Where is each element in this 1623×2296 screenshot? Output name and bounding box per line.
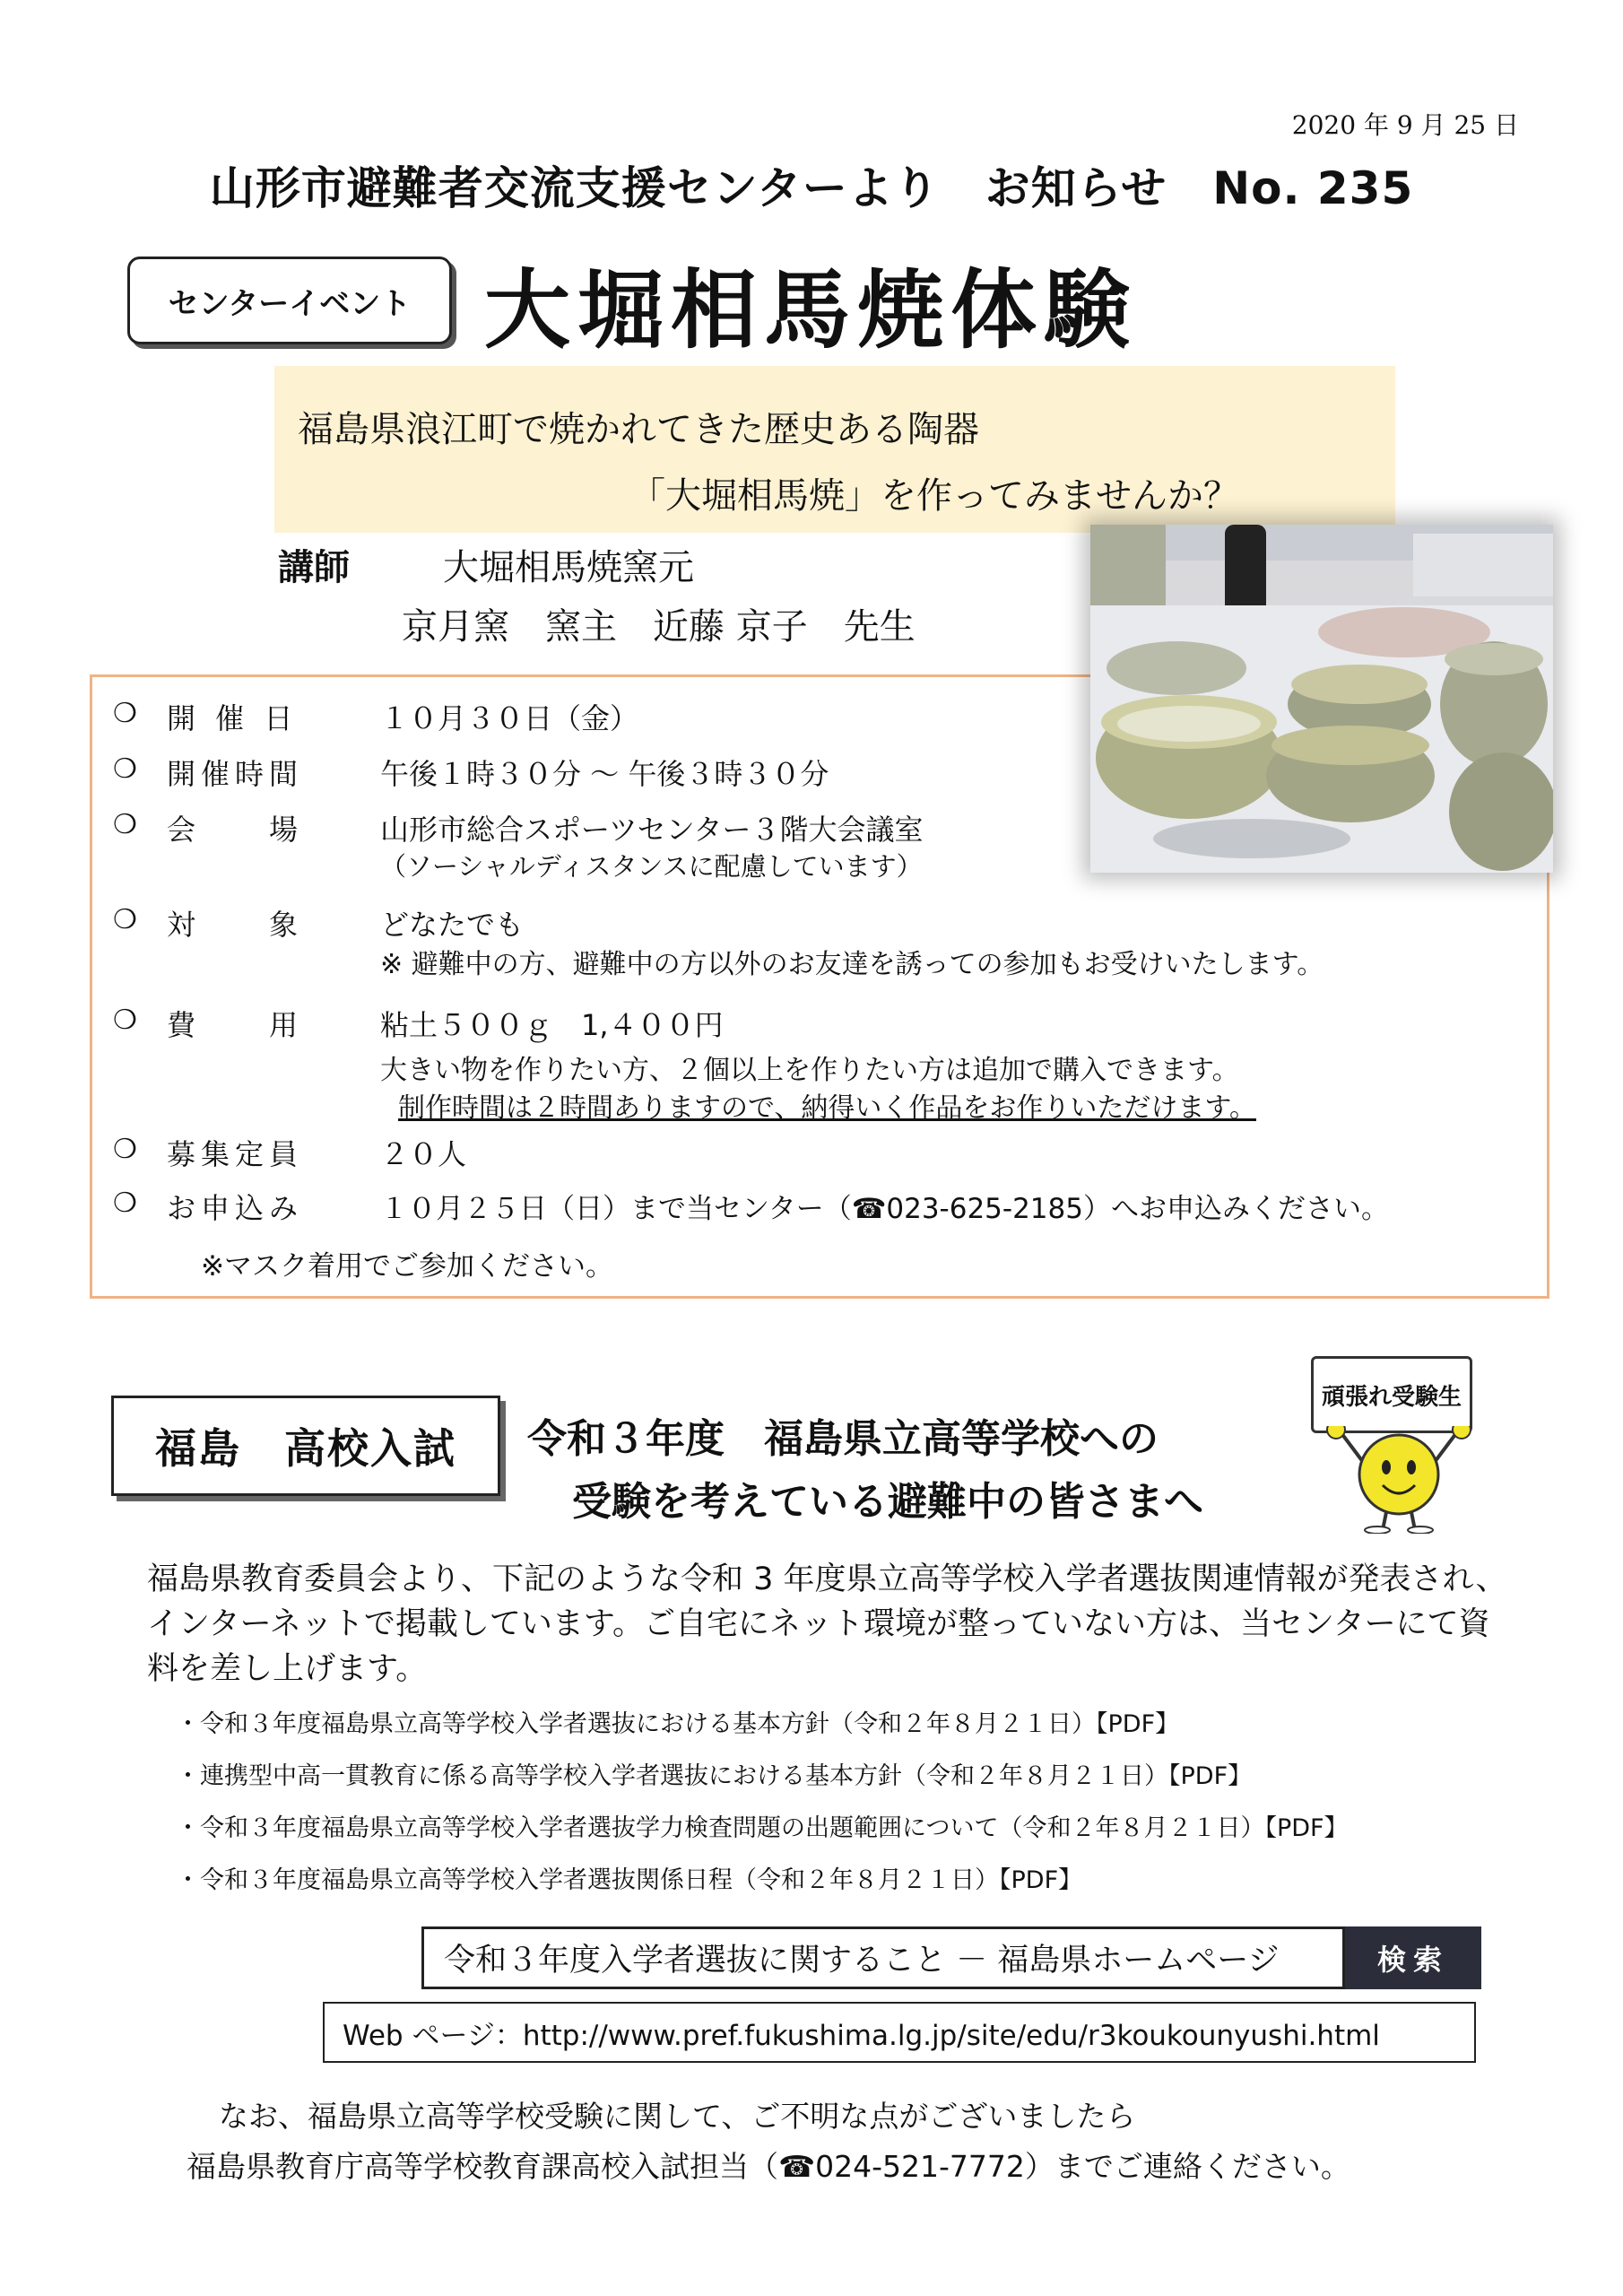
bullet-icon: ❍ — [113, 698, 137, 729]
search-button[interactable]: 検索 — [1345, 1926, 1481, 1989]
event-tag: センターイベント — [127, 257, 452, 344]
fee-label: 費 用 — [167, 1008, 304, 1042]
venue-note: （ソーシャルディスタンスに配慮しています） — [380, 851, 923, 882]
mask-note: ※マスク着用でご参加ください。 — [201, 1250, 613, 1283]
time-label: 開催時間 — [167, 757, 304, 791]
venue-value: 山形市総合スポーツセンター３階大会議室 — [380, 813, 924, 847]
web-page-link[interactable]: Web ページ：http://www.pref.fukushima.lg.jp/site/edu/r3koukounyushi.html — [323, 2002, 1476, 2063]
capacity-label: 募集定員 — [167, 1137, 304, 1171]
mascot-illustration — [1309, 1426, 1488, 1534]
closing-line-1: なお、福島県立高等学校受験に関して、ご不明な点がございましたら — [219, 2099, 1136, 2134]
event-title: 大堀相馬焼体験 — [484, 259, 1137, 361]
capacity-value: ２０人 — [380, 1137, 467, 1171]
time-value: 午後１時３０分 ～ 午後３時３０分 — [380, 757, 829, 791]
lecturer-label: 講師 — [278, 547, 350, 588]
bullet-icon: ❍ — [113, 753, 137, 785]
lecturer-line-2: 京月窯 窯主 近藤 京子 先生 — [402, 606, 916, 648]
date-label: 開 催 日 — [167, 701, 299, 735]
bullet-icon: ❍ — [113, 1004, 137, 1036]
bullet-icon: ❍ — [113, 809, 137, 840]
exam-section-title — [527, 1408, 1203, 1534]
intro-box — [274, 366, 1395, 533]
issue-date: 2020 年 9 月 25 日 — [1291, 110, 1519, 140]
intro-line-1: 福島県浪江町で焼かれてきた歴史ある陶器 — [298, 409, 979, 450]
pottery-photo — [1090, 525, 1553, 873]
venue-label: 会 場 — [167, 813, 304, 847]
lecturer-line-1: 大堀相馬焼窯元 — [443, 547, 694, 588]
exam-title-line-1: 令和３年度 福島県立高等学校への — [527, 1416, 1159, 1462]
intro-line-2: 「大堀相馬焼」を作ってみませんか？ — [629, 475, 1239, 517]
mascot-sign: 頑張れ受験生 — [1311, 1356, 1472, 1433]
fee-note-2: 制作時間は２時間ありますので、納得いく作品をお作りいただけます。 — [398, 1092, 1256, 1124]
exam-paragraph: 福島県教育委員会より、下記のような令和 3 年度県立高等学校入学者選抜関連情報が発表され、インターネットで掲載しています。ご自宅にネット環境が整っていない方は、当センターにて資料を差し上げます。 — [147, 1561, 1507, 1687]
newsletter-header: 山形市避難者交流支援センターより お知らせ No. 235 — [209, 162, 1414, 214]
fee-note-1: 大きい物を作りたい方、２個以上を作りたい方は追加で購入できます。 — [380, 1055, 1239, 1086]
list-item[interactable]: ・令和３年度福島県立高等学校入学者選抜学力検査問題の出題範囲について（令和２年８月２１日）【PDF】 — [176, 1814, 1349, 1842]
target-value: どなたでも — [380, 908, 525, 942]
list-item[interactable]: ・令和３年度福島県立高等学校入学者選抜における基本方針（令和２年８月２１日）【PDF】 — [176, 1710, 1180, 1738]
target-label: 対 象 — [167, 908, 304, 942]
bullet-icon: ❍ — [113, 1187, 137, 1219]
exam-title-line-2: 受験を考えている避難中の皆さまへ — [572, 1479, 1203, 1525]
apply-value: １０月２５日（日）まで当センター（☎023-625-2185）へお申込みください。 — [380, 1193, 1389, 1225]
apply-label: お申込み — [167, 1191, 304, 1225]
exam-section-tag: 福島 高校入試 — [111, 1396, 500, 1496]
closing-line-2: 福島県教育庁高等学校教育課高校入試担当（☎024-521-7772）までご連絡ください。 — [187, 2149, 1350, 2184]
lecturer-info — [278, 538, 916, 657]
target-note: ※ 避難中の方、避難中の方以外のお友達を誘っての参加もお受けいたします。 — [380, 949, 1324, 980]
list-item[interactable]: ・連携型中高一貫教育に係る高等学校入学者選抜における基本方針（令和２年８月２１日）【PDF】 — [176, 1762, 1253, 1790]
list-item[interactable]: ・令和３年度福島県立高等学校入学者選抜関係日程（令和２年８月２１日）【PDF】 — [176, 1866, 1083, 1894]
search-input[interactable]: 令和３年度入学者選抜に関すること － 福島県ホームページ — [421, 1926, 1345, 1989]
date-value: １０月３０日（金） — [380, 701, 639, 735]
fee-value: 粘土５００ｇ 1,４００円 — [380, 1008, 724, 1042]
bullet-icon: ❍ — [113, 904, 137, 935]
bullet-icon: ❍ — [113, 1134, 137, 1165]
closing-text — [188, 2092, 1350, 2192]
